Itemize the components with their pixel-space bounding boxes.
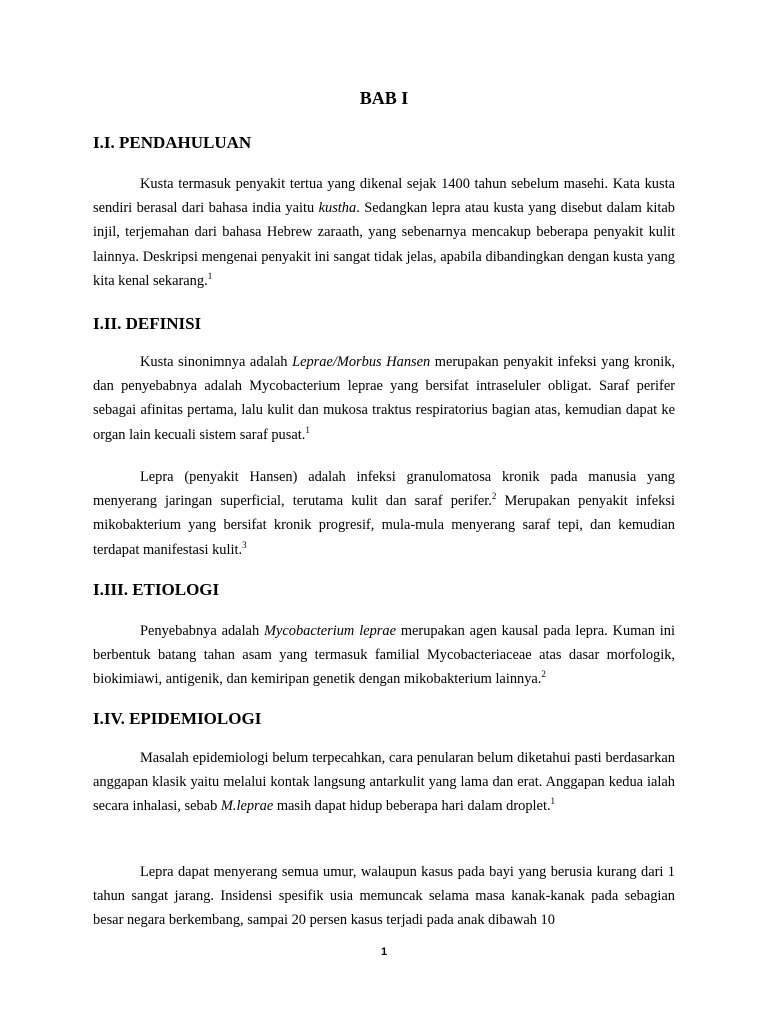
- italic-term: Mycobacterium leprae: [264, 623, 396, 639]
- text-run: . Sedangkan lepra atau kusta yang disebut dalam kitab injil, terjemahan dari bahasa Hebrew zaraath, yang sebenarnya mencakup beberapa penyakit kulit lainnya. Deskripsi mengenai penyakit ini sangat tidak jelas, apabila dibandingkan dengan kusta yang kita kenal sekarang.: [93, 200, 675, 289]
- paragraph-epidemiologi-1: [93, 746, 675, 819]
- text-run: Lepra (penyakit Hansen) adalah infeksi granulomatosa kronik pada manusia yang menyerang jaringan superficial, terutama kulit dan saraf perifer.: [93, 469, 675, 510]
- paragraph-etiologi-1: [93, 619, 675, 692]
- section-heading-epidemiologi: I.IV. EPIDEMIOLOGI: [93, 709, 262, 728]
- section-heading-pendahuluan: I.I. PENDAHULUAN: [93, 133, 252, 152]
- paragraph-definisi-1: [93, 350, 675, 447]
- page-number: 1: [380, 946, 388, 958]
- text-run: Kusta sinonimnya adalah: [140, 354, 293, 370]
- text-run: merupakan penyakit infeksi yang kronik, dan penyebabnya adalah Mycobacterium leprae yang bersifat intraseluler obligat. Saraf perifer sebagai afinitas pertama, lalu kulit dan mukosa traktus respiratorius bagian atas, kemudian dapat ke organ lain kecuali sistem saraf pusat.: [93, 354, 675, 443]
- italic-term: M.leprae: [220, 798, 274, 815]
- italic-term: Leprae/Morbus Hansen: [292, 354, 431, 370]
- footnote-ref: 2: [491, 491, 497, 502]
- footnote-ref: 2: [541, 669, 546, 680]
- paragraph-epidemiologi-2: [93, 860, 675, 933]
- text-run: merupakan agen kausal pada lepra. Kuman ini berbentuk batang tahan asam yang termasuk familial Mycobacteriaceae atas dasar morfologik, biokimiawi, antigenik, dan kemiripan genetik dengan mikobakterium lainnya.: [93, 623, 675, 688]
- section-heading-etiologi: I.III. ETIOLOGI: [93, 580, 220, 599]
- text-run: Kusta termasuk penyakit tertua yang dikenal sejak 1400 tahun sebelum masehi. Kata kusta sendiri berasal dari bahasa india yaitu: [93, 176, 675, 217]
- footnote-ref: 1: [305, 424, 310, 435]
- italic-term: kustha: [318, 200, 357, 217]
- text-run: masih dapat hidup beberapa hari dalam droplet.: [273, 798, 551, 815]
- paragraph-definisi-2: [93, 465, 675, 562]
- text-run: Masalah epidemiologi belum terpecahkan, cara penularan belum diketahui pasti berdasarkan anggapan klasik yaitu melalui kontak langsung antarkulit yang lama dan erat. Anggapan kedua ialah secara inhalasi, sebab: [93, 750, 675, 815]
- footnote-ref: 3: [242, 539, 247, 550]
- text-run: Penyebabnya adalah: [140, 623, 265, 639]
- chapter-title: BAB I: [359, 88, 409, 108]
- text-run: Merupakan penyakit infeksi mikobakterium yang bersifat kronik progresif, mula-mula menyerang saraf tepi, dan kemudian terdapat manifestasi kulit.: [93, 493, 675, 558]
- text-run: Lepra dapat menyerang semua umur, walaupun kasus pada bayi yang berusia kurang dari 1 tahun sangat jarang. Insidensi spesifik usia memuncak selama masa kanak-kanak pada sebagian besar negara berkembang, sampai 20 persen kasus terjadi pada anak dibawah 10: [93, 864, 675, 929]
- footnote-ref: 1: [207, 270, 213, 281]
- paragraph-pendahuluan-1: [93, 172, 675, 293]
- footnote-ref: 1: [550, 796, 556, 807]
- section-heading-definisi: I.II. DEFINISI: [93, 314, 202, 333]
